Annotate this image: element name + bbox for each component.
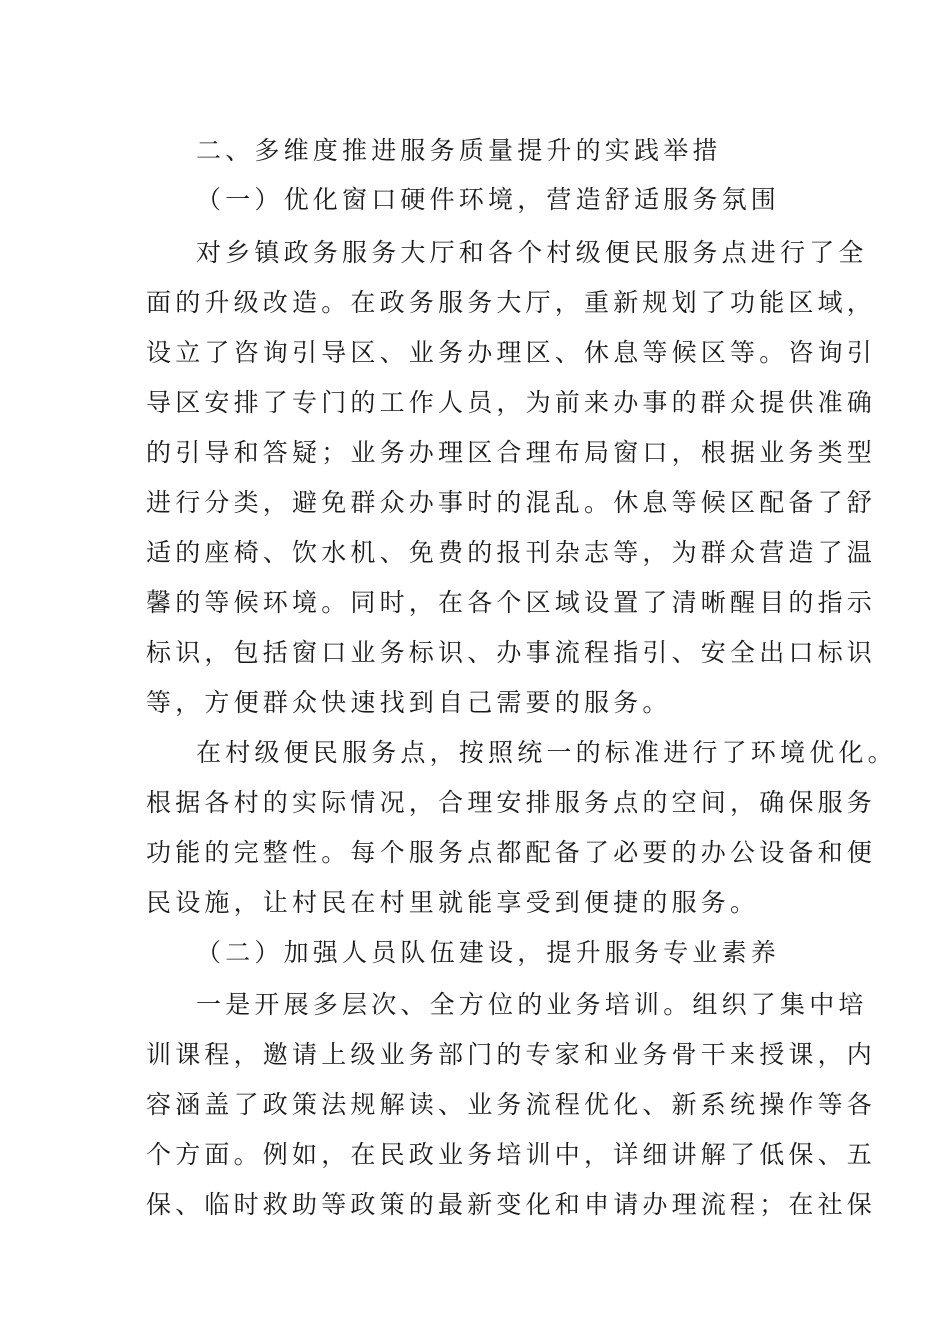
paragraph-line: 适的座椅、饮水机、免费的报刊杂志等，为群众营造了温 [146,538,877,567]
paragraph-line: 保、临时救助等政策的最新变化和申请办理流程；在社保 [146,1190,877,1219]
paragraph-line: 的引导和答疑；业务办理区合理布局窗口，根据业务类型 [146,438,877,467]
paragraph-line: 导区安排了专门的工作人员，为前来办事的群众提供准确 [146,388,877,417]
section-heading: 二、多维度推进服务质量提升的实践举措 [196,136,722,165]
paragraph-line: 对乡镇政务服务大厅和各个村级便民服务点进行了全 [196,238,868,267]
paragraph-line: 根据各村的实际情况，合理安排服务点的空间，确保服务 [146,788,877,817]
paragraph-line: 在村级便民服务点，按照统一的标准进行了环境优化。 [196,738,897,767]
paragraph-line: 容涵盖了政策法规解读、业务流程优化、新系统操作等各 [146,1090,877,1119]
paragraph-line: 标识，包括窗口业务标识、办事流程指引、安全出口标识 [146,638,877,667]
paragraph-line: 进行分类，避免群众办事时的混乱。休息等候区配备了舒 [146,488,877,517]
paragraph-line: 面的升级改造。在政务服务大厅，重新规划了功能区域， [146,288,877,317]
paragraph-line: 个方面。例如，在民政业务培训中，详细讲解了低保、五 [146,1140,877,1169]
paragraph-line: 馨的等候环境。同时，在各个区域设置了清晰醒目的指示 [146,588,877,617]
paragraph-line: 功能的完整性。每个服务点都配备了必要的办公设备和便 [146,838,877,867]
subsection-heading-1: （一）优化窗口硬件环境，营造舒适服务氛围 [196,185,781,214]
paragraph-line: 训课程，邀请上级业务部门的专家和业务骨干来授课，内 [146,1040,877,1069]
paragraph-line: 等，方便群众快速找到自己需要的服务。 [146,688,672,717]
paragraph-line: 一是开展多层次、全方位的业务培训。组织了集中培 [196,990,868,1019]
paragraph-line: 民设施，让村民在村里就能享受到便捷的服务。 [146,888,760,917]
subsection-heading-2: （二）加强人员队伍建设，提升服务专业素养 [196,938,781,967]
paragraph-line: 设立了咨询引导区、业务办理区、休息等候区等。咨询引 [146,338,877,367]
